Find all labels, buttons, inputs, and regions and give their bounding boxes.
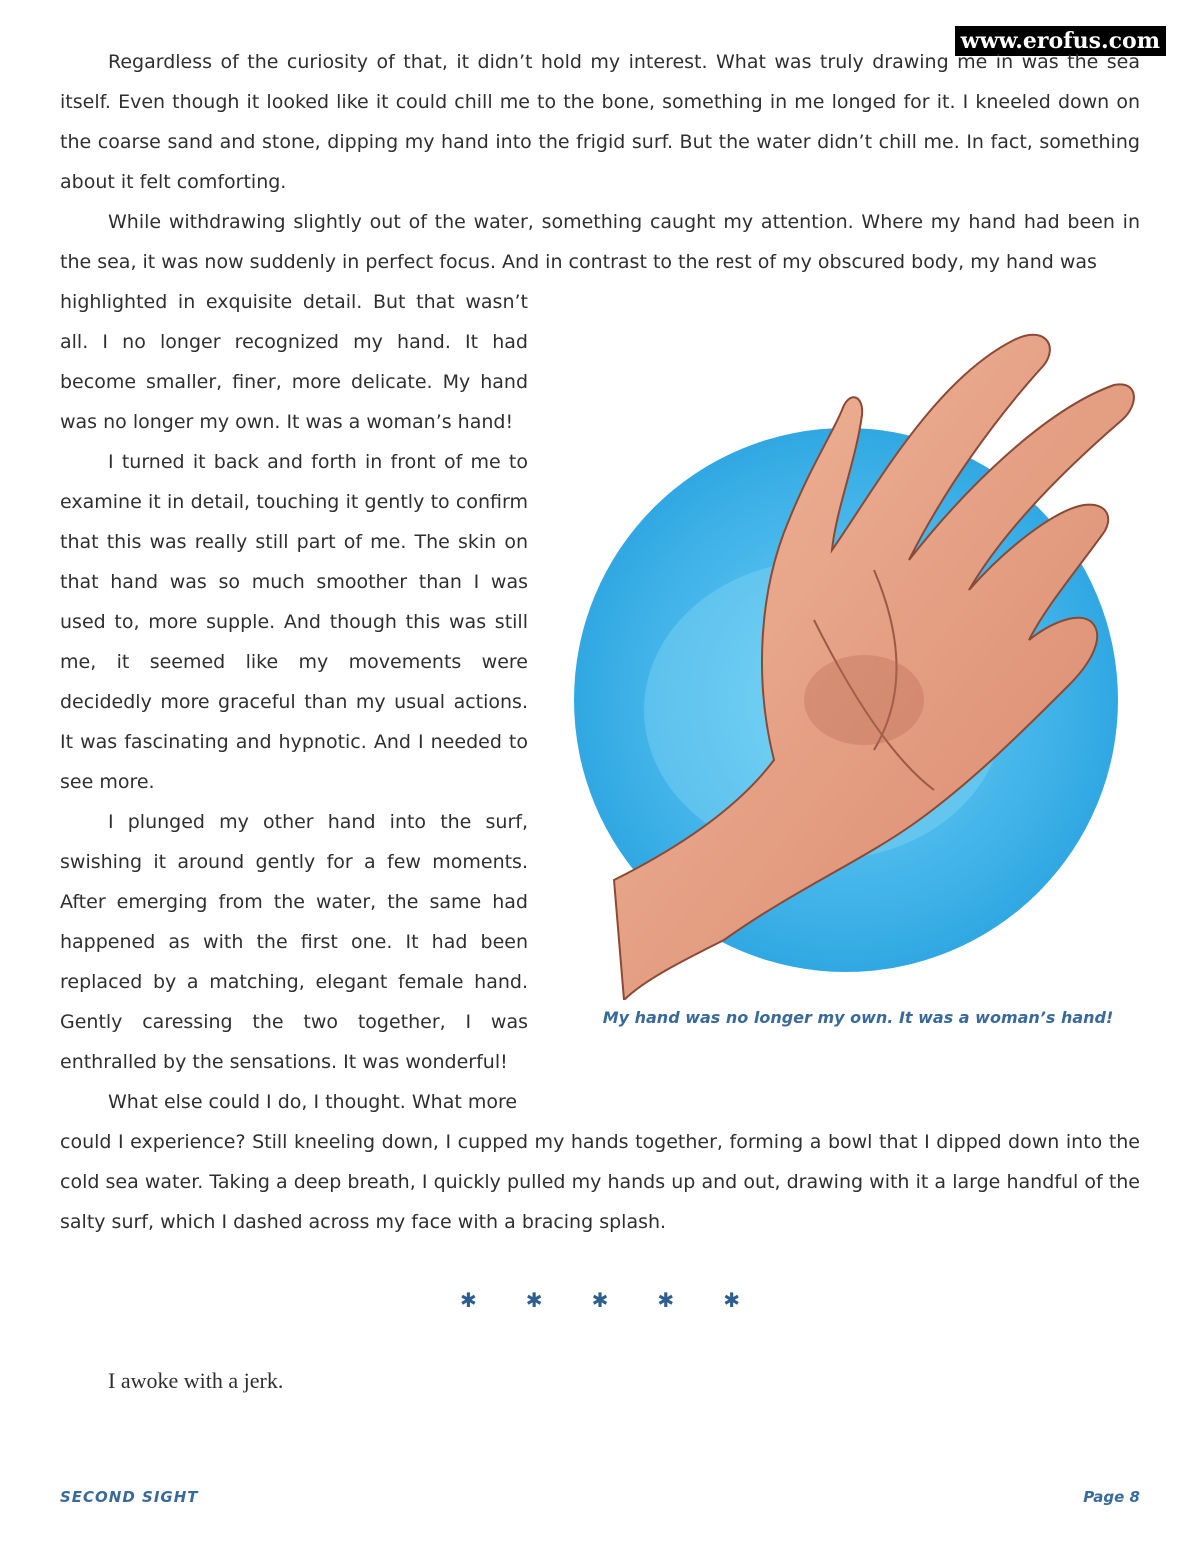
asterisk-icon: ✱ [460,1288,477,1312]
asterisk-icon: ✱ [591,1288,609,1312]
paragraph: I turned it back and forth in front of me to examine it in detail, touching it gently to confirm that this was really still part of me. The skin on that hand was so much smoother than I was used to, more supple. And though this was still me, it seemed like my movements were decidedly more graceful than my usual actions. It was fascinating and hypnotic. And I needed to see more. [60,451,528,793]
figure-caption: My hand was no longer my own. It was a woman’s hand! [602,1008,1114,1027]
footer-title: SECOND SIGHT [60,1488,199,1506]
paragraph: Regardless of the curiosity of that, it didn’t hold my interest. What was truly drawing me in was the sea itself. Even though it looked like it could chill me to the bone, something in me longed for it. I kneeled down on the coarse sand and stone, dipping my hand into the frigid surf. But the water didn’t chill me. In fact, something about it felt comforting. [60,51,1140,193]
page-number: Page 8 [1083,1488,1140,1506]
paragraph: could I experience? Still kneeling down, I cupped my hands together, forming a bowl that I dipped down into the cold sea water. Taking a deep breath, I quickly pulled my hands up and out, drawing with it a large handful of the salty surf, which I dashed across my face with a bracing splash. [60,1131,1140,1233]
asterisk-icon: ✱ [657,1288,675,1312]
paragraph: What else could I do, I thought. What more [108,1091,518,1113]
top-text-block [60,42,1140,282]
closing-line: I awoke with a jerk. [108,1368,284,1393]
paragraph: While withdrawing slightly out of the water, something caught my attention. Where my hand had been in the sea, it was now suddenly in perfect focus. And in contrast to the rest of my obscured body, my hand was [60,211,1140,273]
bottom-text-block [60,1122,1140,1242]
left-text-column [60,282,528,1122]
hand-illustration [574,320,1140,1000]
watermark: www.erofus.com [955,26,1166,56]
section-separator [460,1288,740,1312]
paragraph: highlighted in exquisite detail. But that wasn’t all. I no longer recognized my hand. It had become smaller, finer, more delicate. My hand was no longer my own. It was a woman’s hand! [60,291,528,433]
asterisk-icon: ✱ [525,1288,543,1312]
paragraph: I plunged my other hand into the surf, swishing it around gently for a few moments. After emerging from the water, the same had happened as with the first one. It had been replaced by a matching, elegant female hand. Gently caressing the two together, I was enthralled by the sensations. It was wonderful! [60,811,528,1073]
asterisk-icon: ✱ [723,1288,740,1312]
